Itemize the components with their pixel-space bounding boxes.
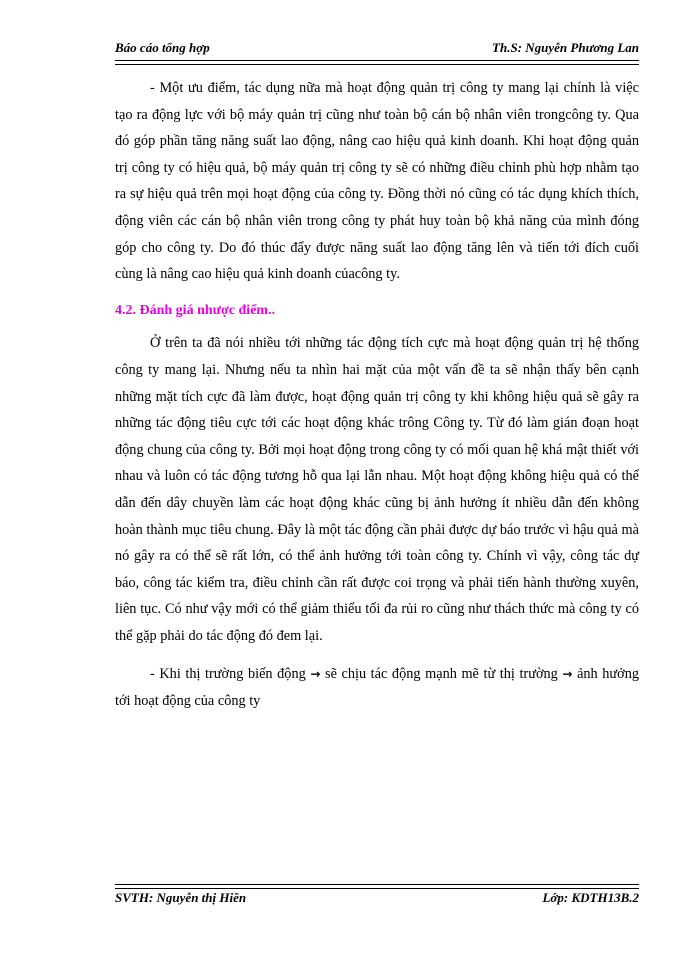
footer-class: Lớp: KDTH13B.2 [542, 890, 639, 905]
arrow-right-icon: → [562, 667, 573, 682]
paragraph-market [115, 661, 639, 714]
document-body [115, 75, 639, 715]
section-heading: 4.2. Đánh giá nhược điểm.. [115, 302, 276, 318]
arrow-right-icon: → [310, 667, 321, 682]
market-text-2: sẽ chịu tác động mạnh mẽ từ thị trường [325, 666, 558, 683]
market-text-1: - Khi thị trường biến động [150, 666, 306, 683]
paragraph-advantage: - Một ưu điểm, tác dụng nữa mà hoạt động quản trị công ty mang lại chính là việc tạo ra động lực với bộ máy quản trị cũng như toàn bộ cán bộ nhân viên trongcông ty. Qua đó góp phần tăng năng suất lao động, nâng cao hiệu quả kinh doanh. Khi hoạt động quản trị công ty có hiệu quả, bộ máy quản trị công ty sẽ có những điều chỉnh phù hợp nhằm tạo ra sự hiệu quả trên mọi hoạt động của công ty. Đồng thời nó cũng có tác dụng khích thích, động viên các cán bộ nhân viên trong công ty phát huy toàn bộ khả năng của mình đóng góp cho công ty. Do đó thúc đẩy được năng suất lao động tăng lên và tiến tới đích cuối cùng là nâng cao hiệu quả kinh doanh củacông ty. [115, 80, 639, 283]
header-supervisor: Th.S: Nguyễn Phương Lan [492, 40, 639, 55]
footer-student: SVTH: Nguyễn thị Hiền [115, 890, 247, 905]
header-divider [115, 60, 639, 65]
paragraph-disadvantage: Ở trên ta đã nói nhiều tới những tác động tích cực mà hoạt động quản trị hệ thống công ty mang lại. Nhưng nếu ta nhìn hai mặt của một vấn đề ta sẽ nhận thấy bên cạnh những mặt tích cực đã làm được, hoạt động quản trị công ty khi không hiệu quả sẽ gây ra những tác động tiêu cực tới các hoạt động khác trông Công ty. Từ đó làm gián đoạn hoạt động chung của công ty. Bởi mọi hoạt động trong công ty có mối quan hệ khá mật thiết với nhau và luôn có tác động tương hỗ qua lại lẫn nhau. Một hoạt động không hiệu quả có thể dẫn đến dây chuyền làm các hoạt động khác cũng bị ảnh hưởng ít nhiều dẫn đến không hoàn thành mục tiêu chung. Đây là một tác động cần phải được dự báo trước vì hậu quả mà nó gây ra có thể sẽ rất lớn, có thể ảnh hưởng tới toàn công ty. Chính vì vậy, công tác dự báo, công tác kiểm tra, điều chỉnh cần rất được coi trọng và phải tiến hành thường xuyên, liên tục. Có như vậy mới có thể giảm thiểu tối đa rủi ro cũng như thách thức mà công ty có thể gặp phải do tác động đó đem lại. [115, 335, 639, 644]
market-text-3: ảnh hưởng tới hoạt động của công ty [115, 666, 640, 710]
footer-divider [115, 884, 639, 889]
header-report-title: Báo cáo tổng hợp [115, 40, 210, 55]
